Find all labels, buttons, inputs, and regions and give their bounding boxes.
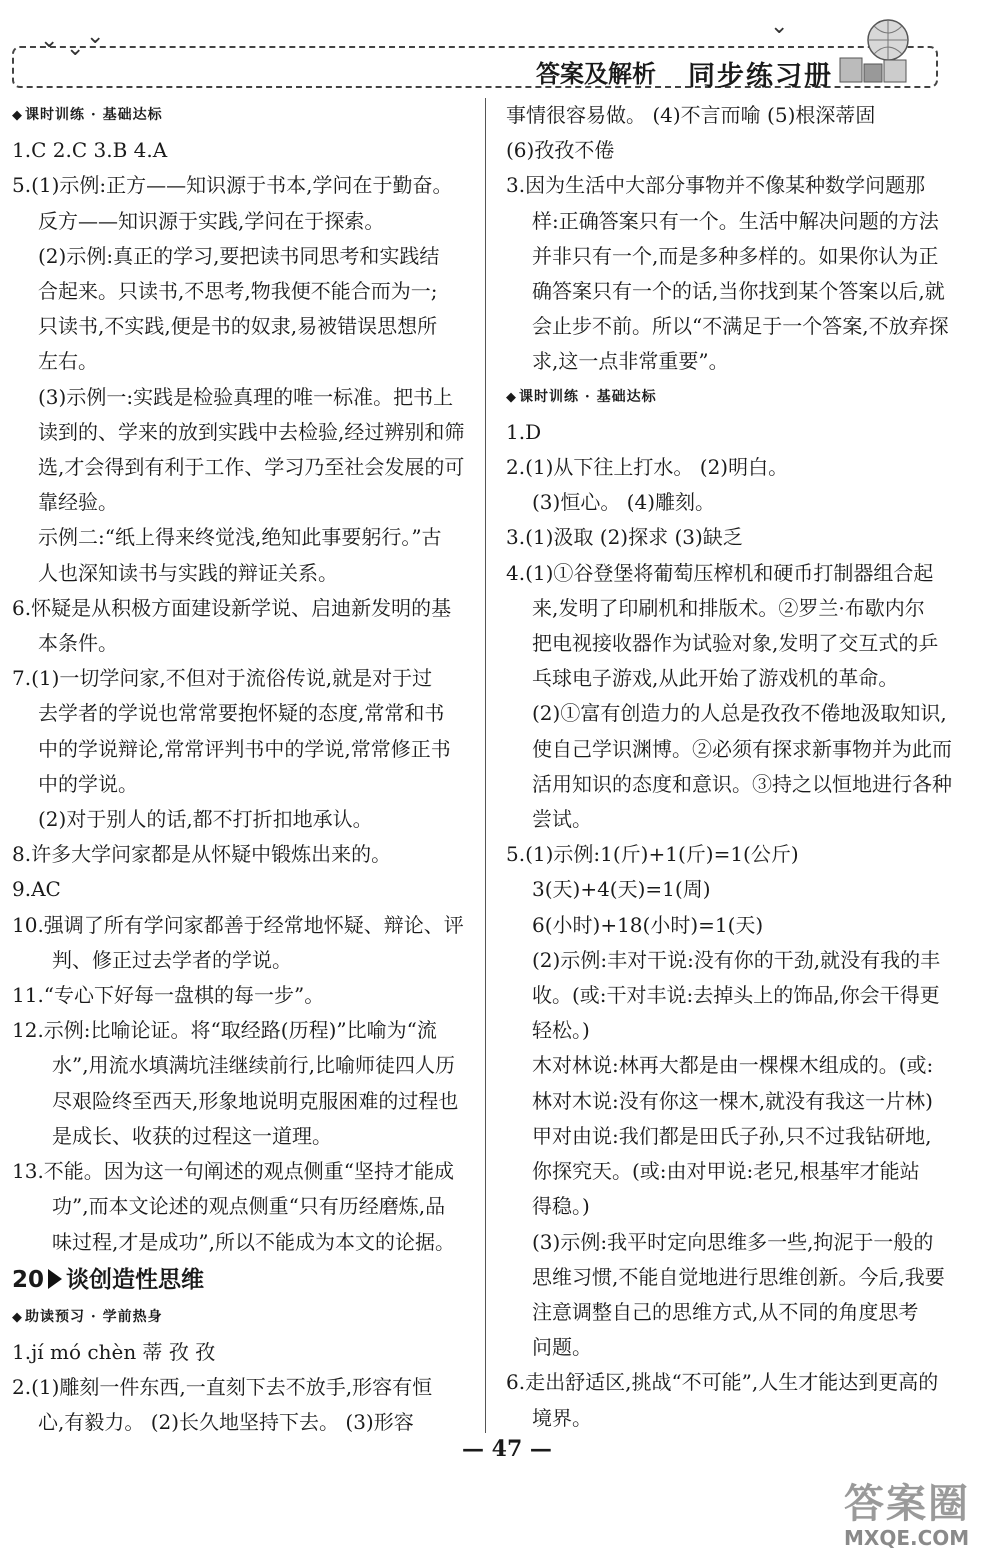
answer-line: 尽艰险终至西天,形象地说明克服困难的过程也 [52,1088,459,1113]
answer-line: 活用知识的态度和意识。③持之以恒地进行各种 [532,771,952,796]
answer-line: (2)①富有创造力的人总是孜孜不倦地汲取知识, [532,701,947,726]
left-column [12,98,470,1441]
answer-line: 注意调整自己的思维方式,从不同的角度思考 [532,1299,919,1324]
answer-line: 合起来。只读书,不思考,物我便不能合而为一; [38,279,438,304]
section-heading: ◆ 课时训练 · 基础达标 [506,380,972,415]
answer-line: (2)示例:丰对干说:没有你的干劲,就没有我的丰 [532,947,941,972]
answer-line: 轻松。) [532,1018,590,1043]
answer-line: 9.AC [12,877,61,902]
answer-line: 12.示例:比喻论证。将“取经路(历程)”比喻为“流 [12,1018,437,1043]
answer-line: 求,这一点非常重要”。 [532,349,729,374]
answer-line: 功”,而本文论述的观点侧重“只有历经磨炼,品 [52,1194,446,1219]
answer-line: 3(天)+4(天)=1(周) [532,877,711,902]
watermark-site: MXQE.COM [844,1526,970,1550]
answer-line: 味过程,才是成功”,所以不能成为本文的论据。 [52,1229,455,1254]
answer-line: 本条件。 [38,631,118,656]
answer-line: 乓球电子游戏,从此开始了游戏机的革命。 [532,666,899,691]
answer-line: 5.(1)示例:正方——知识源于书本,学问在于勤奋。 [12,173,453,198]
answer-line: 1.jí mó chèn 蒂 孜 孜 [12,1339,216,1364]
answer-line: 6(小时)+18(小时)=1(天) [532,912,764,937]
answer-line: 使自己学识渊博。②必须有探求新事物并为此而 [532,736,952,761]
answer-line: 你探究天。(或:由对甲说:老兄,根基牢才能站 [532,1159,920,1184]
bird-icon: ⌄ [86,24,105,49]
section-heading: ◆ 助读预习 · 学前热身 [12,1300,470,1335]
answer-line: 6.走出舒适区,挑战“不可能”,人生才能达到更高的 [506,1370,939,1395]
globe-books-icon [820,14,930,84]
section-heading: ◆ 课时训练 · 基础达标 [12,98,470,133]
answer-line: 11.“专心下好每一盘棋的每一步”。 [12,983,325,1008]
answer-line: (3)示例一:实践是检验真理的唯一标准。把书上 [38,384,454,409]
answer-line: 木对林说:林再大都是由一棵棵木组成的。(或: [532,1053,934,1078]
answer-line: 收。(或:干对丰说:去掉头上的饰品,你会干得更 [532,983,940,1008]
answer-line: (6)孜孜不倦 [506,138,615,163]
answer-line: 4.(1)①谷登堡将葡萄压榨机和硬币打制器组合起 [506,560,934,585]
answer-line: 左右。 [38,349,98,374]
watermark-logo [836,1470,984,1550]
answer-line: 思维习惯,不能自觉地进行思维创新。今后,我要 [532,1264,945,1289]
answer-line: 示例二:“纸上得来终觉浅,绝知此事要躬行。”古 [38,525,442,550]
answer-line: 尝试。 [532,807,592,832]
answer-line: 7.(1)一切学问家,不但对于流俗传说,就是对于过 [12,666,433,691]
answer-line: (2)示例:真正的学习,要把读书同思考和实践结 [38,243,440,268]
answer-line: 中的学说辩论,常常评判书中的学说,常常修正书 [38,736,451,761]
answer-line: 1.D [506,419,542,444]
answer-line: 事情很容易做。 (4)不言而喻 (5)根深蒂固 [506,103,876,127]
answer-line: 1.C 2.C 3.B 4.A [12,138,168,163]
answer-line: 反方——知识源于实践,学问在于探索。 [38,208,385,233]
bird-icon: ⌄ [770,14,789,39]
answer-line: 得稳。) [532,1194,590,1219]
answer-line: 只读书,不实践,便是书的奴隶,易被错误思想所 [38,314,438,339]
answer-line: 2.(1)从下往上打水。 (2)明白。 [506,455,789,480]
answer-line: 并非只有一个,而是多种多样的。如果你认为正 [532,243,939,268]
answer-line: 林对木说:没有你这一棵木,就没有我这一片林) [532,1088,933,1113]
answer-line: 去学者的学说也常常要抱怀疑的态度,常常和书 [38,701,445,726]
answer-line: 3.(1)汲取 (2)探求 (3)缺乏 [506,525,743,550]
watermark-logo-text: 答案圈 [844,1480,970,1527]
bird-icon: ⌄ [40,28,59,53]
answer-line: 靠经验。 [38,490,118,515]
answer-line: 读到的、学来的放到实践中去检验,经过辨别和筛 [38,419,465,444]
answer-line: 是成长、收获的过程这一道理。 [52,1123,332,1148]
header-book-title: 同步练习册 [688,61,833,92]
answer-line: (3)恒心。 (4)雕刻。 [532,490,716,515]
lesson-number: 20 [12,1266,45,1293]
answer-line: 把电视接收器作为试验对象,发明了交互式的乒 [532,631,939,656]
answer-line: 5.(1)示例:1(斤)+1(斤)=1(公斤) [506,842,799,867]
answer-line: 10.强调了所有学问家都善于经常地怀疑、辩论、评 [12,912,464,937]
answer-line: 6.怀疑是从积极方面建设新学说、启迪新发明的基 [12,595,452,620]
answer-line: 3.因为生活中大部分事物并不像某种数学问题那 [506,173,926,198]
lesson-name: 谈创造性思维 [66,1265,205,1293]
answer-line: 水”,用流水填满坑洼继续前行,比喻师徒四人历 [52,1053,455,1078]
answer-line: 8.许多大学问家都是从怀疑中锻炼出来的。 [12,842,392,867]
answer-line: 问题。 [532,1335,592,1360]
right-column [506,98,972,1436]
answer-line: 13.不能。因为这一句阐述的观点侧重“坚持才能成 [12,1159,455,1184]
lesson-title [12,1260,470,1300]
page-header [0,0,1000,96]
answer-line: 境界。 [532,1405,592,1430]
bird-icon: ⌄ [66,36,85,61]
answer-line: 心,有毅力。 (2)长久地坚持下去。 (3)形容 [38,1410,414,1435]
arrow-icon [48,1269,62,1289]
column-divider [485,98,486,1433]
answer-line: 2.(1)雕刻一件东西,一直刻下去不放手,形容有恒 [12,1375,433,1400]
answer-line: 样:正确答案只有一个。生活中解决问题的方法 [532,208,939,233]
answer-line: (3)示例:我平时定向思维多一些,拘泥于一般的 [532,1229,934,1254]
answer-line: (2)对于别人的话,都不打折扣地承认。 [38,807,373,832]
answer-line: 甲对由说:我们都是田氏子孙,只不过我钻研地, [532,1123,932,1148]
header-answers-label: 答案及解析 [536,59,656,88]
answer-line: 判、修正过去学者的学说。 [52,947,292,972]
page-number: — 47 — [462,1436,552,1462]
answer-line: 来,发明了印刷机和排版术。②罗兰·布歇内尔 [532,595,925,620]
answer-line: 确答案只有一个的话,当你找到某个答案以后,就 [532,279,945,304]
answer-line: 选,才会得到有利于工作、学习乃至社会发展的可 [38,455,465,480]
answer-line: 人也深知读书与实践的辩证关系。 [38,560,338,585]
answer-line: 会止步不前。所以“不满足于一个答案,不放弃探 [532,314,949,339]
answer-line: 中的学说。 [38,771,138,796]
